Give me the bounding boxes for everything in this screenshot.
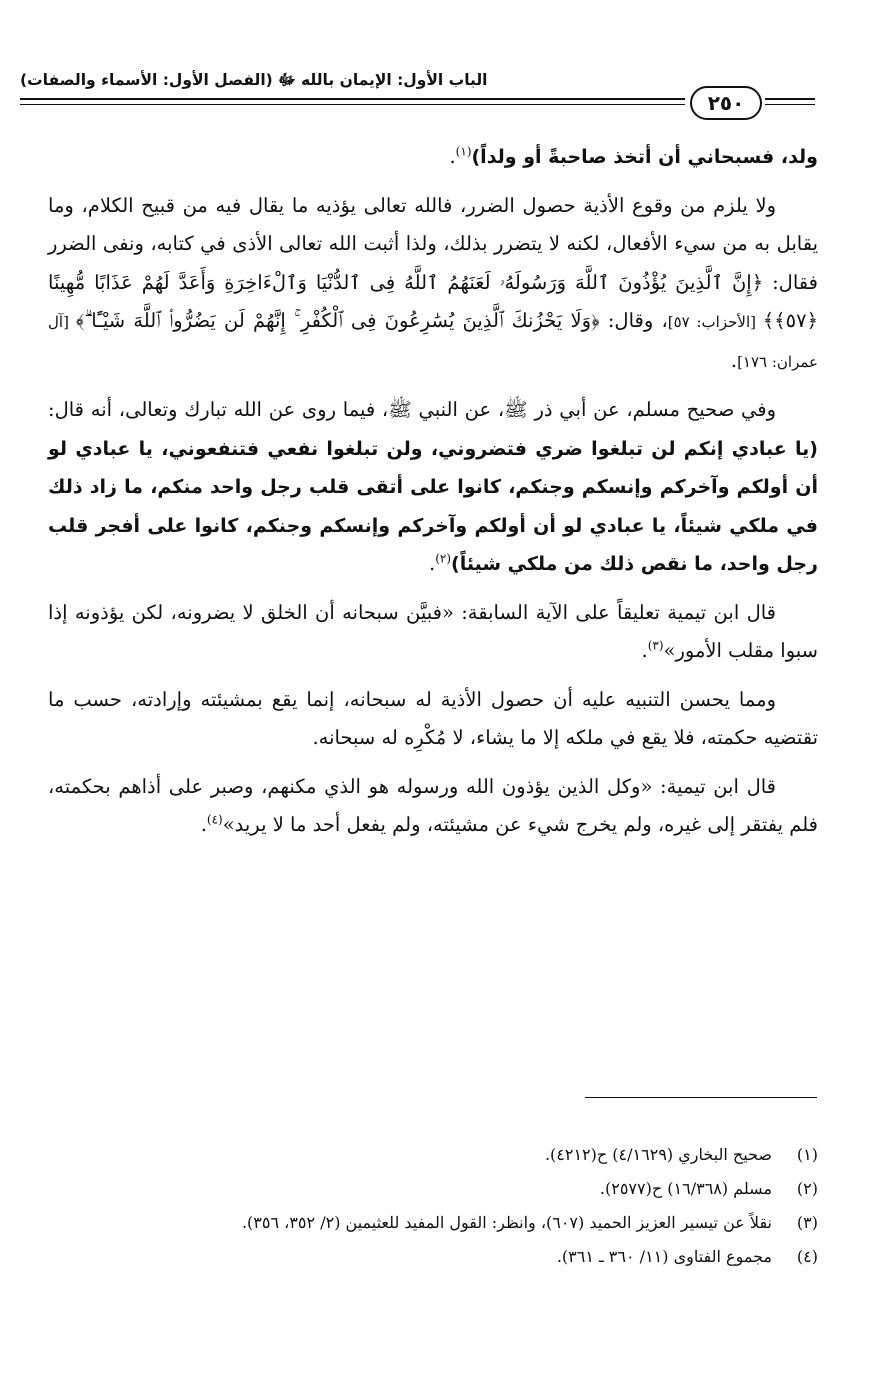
running-head: الباب الأول: الإيمان بالله ﷻ (الفصل الأول: الأسماء والصفات): [20, 71, 488, 89]
main-text: [48, 138, 818, 855]
paragraph-2: [48, 187, 818, 382]
footnote-text: صحيح البخاري (٤/١٦٢٩) ح(٤٢١٢).: [544, 1145, 772, 1164]
footnote: [48, 1206, 818, 1240]
footnote-text: مجموع الفتاوى (١١/ ٣٦٠ ـ ٣٦١).: [556, 1247, 772, 1266]
footnote-ref: (١): [455, 144, 472, 159]
footnote-ref: (٤): [206, 812, 223, 827]
header-rule-right-thin: [765, 104, 815, 105]
footnote-separator: [585, 1097, 817, 1098]
punctuation: .: [641, 639, 648, 662]
footnotes: [48, 1138, 818, 1274]
header-rule-right: [765, 98, 815, 100]
punctuation: .: [428, 552, 436, 575]
punctuation: .: [730, 348, 738, 372]
paragraph-text: ومما يحسن التنبيه عليه أن حصول الأذية له سبحانه، إنما يقع بمشيئته وإرادته، حسب ما تقتضيه حكمته، فلا يقع في ملكه إلا ما يشاء، لا مُكْرِه له سبحانه.: [48, 687, 818, 749]
paragraph-3: [48, 391, 818, 584]
paragraph-1: [48, 138, 818, 177]
header-rule-thin: [20, 104, 685, 105]
footnote-text: مسلم (١٦/٣٦٨) ح(٢٥٧٧).: [599, 1179, 772, 1198]
paragraph-4: [48, 594, 818, 671]
paragraph-text: ، وقال:: [599, 309, 668, 332]
paragraph-text: وفي صحيح مسلم، عن أبي ذر ﷺ، عن النبي ﷺ، فيما روى عن الله تبارك وتعالى، أنه قال:: [48, 398, 776, 421]
punctuation: .: [200, 813, 207, 836]
quran-verse: ﴿وَلَا يَحْزُنكَ ٱلَّذِينَ يُسَٰرِعُونَ فِى ٱلْكُفْرِ ۚ إِنَّهُمْ لَن يَضُرُّوا۟ ٱللَّهَ شَيْـًٔا ۗ﴾: [75, 309, 600, 332]
quran-verse: ﴿إِنَّ ٱلَّذِينَ يُؤْذُونَ ٱللَّهَ وَرَسُولَهُۥ لَعَنَهُمُ ٱللَّهُ فِى ٱلدُّنْيَا وَٱلْءَاخِرَةِ وَأَعَدَّ لَهُمْ عَذَابًا مُّهِينًا ﴿٥٧﴾﴾: [48, 270, 818, 332]
hadith-text: ولد، فسبحاني أن أتخذ صاحبةً أو ولداً): [471, 146, 818, 168]
footnote: [48, 1138, 818, 1172]
header-rule: [20, 98, 685, 100]
footnote-ref: (٣): [647, 638, 664, 653]
footnote-ref: (٢): [435, 551, 452, 566]
footnote-number: (٢): [796, 1179, 818, 1198]
paragraph-text: قال ابن تيمية: «وكل الذين يؤذون الله ورسوله هو الذي مكنهم، وصبر على أذاهم بحكمته، فلم يفتقر إلى غيره، ولم يخرج شيء عن مشيئته، ولم يفعل أحد ما لا يريد»: [48, 774, 818, 836]
paragraph-5: [48, 681, 818, 758]
footnote-number: (٤): [796, 1247, 818, 1266]
verse-source: [آل عمران: ١٧٦]: [48, 313, 818, 371]
verse-source: [الأحزاب: ٥٧]: [667, 313, 763, 331]
footnote-text: نقلاً عن تيسير العزيز الحميد (٦٠٧)، وانظر: القول المفيد للعثيمين (٢/ ٣٥٢، ٣٥٦).: [241, 1213, 772, 1232]
paragraph-6: [48, 768, 818, 845]
hadith-text: (يا عبادي إنكم لن تبلغوا ضري فتضروني، ولن تبلغوا نفعي فتنفعوني، يا عبادي لو أن أولكم وآخركم وإنسكم وجنكم، كانوا على أتقى قلب رجل واحد منكم، ما زاد ذلك في ملكي شيئاً، يا عبادي لو أن أولكم وآخركم وإنسكم وجنكم، كانوا على أفجر قلب رجل واحد، ما نقص ذلك من ملكي شيئاً): [48, 437, 818, 575]
paragraph-text: ولا يلزم من وقوع الأذية حصول الضرر، فالله تعالى يؤذيه ما يقال فيه من قبيح الكلام، وما يقابل به من سيء الأفعال، لكنه لا يتضرر بذلك، ولذا أثبت الله تعالى الأذى في كتابه، ونفى الضرر فقال:: [48, 193, 818, 294]
footnote: [48, 1240, 818, 1274]
punctuation: .: [449, 145, 456, 168]
footnote: [48, 1172, 818, 1206]
page-number: ٢٥٠: [690, 86, 762, 120]
footnote-number: (٣): [796, 1213, 818, 1232]
paragraph-text: قال ابن تيمية تعليقاً على الآية السابقة: «فبيَّن سبحانه أن الخلق لا يضرونه، لكن يؤذونه إذا سبوا مقلب الأمور»: [48, 600, 818, 662]
footnote-number: (١): [796, 1145, 818, 1164]
